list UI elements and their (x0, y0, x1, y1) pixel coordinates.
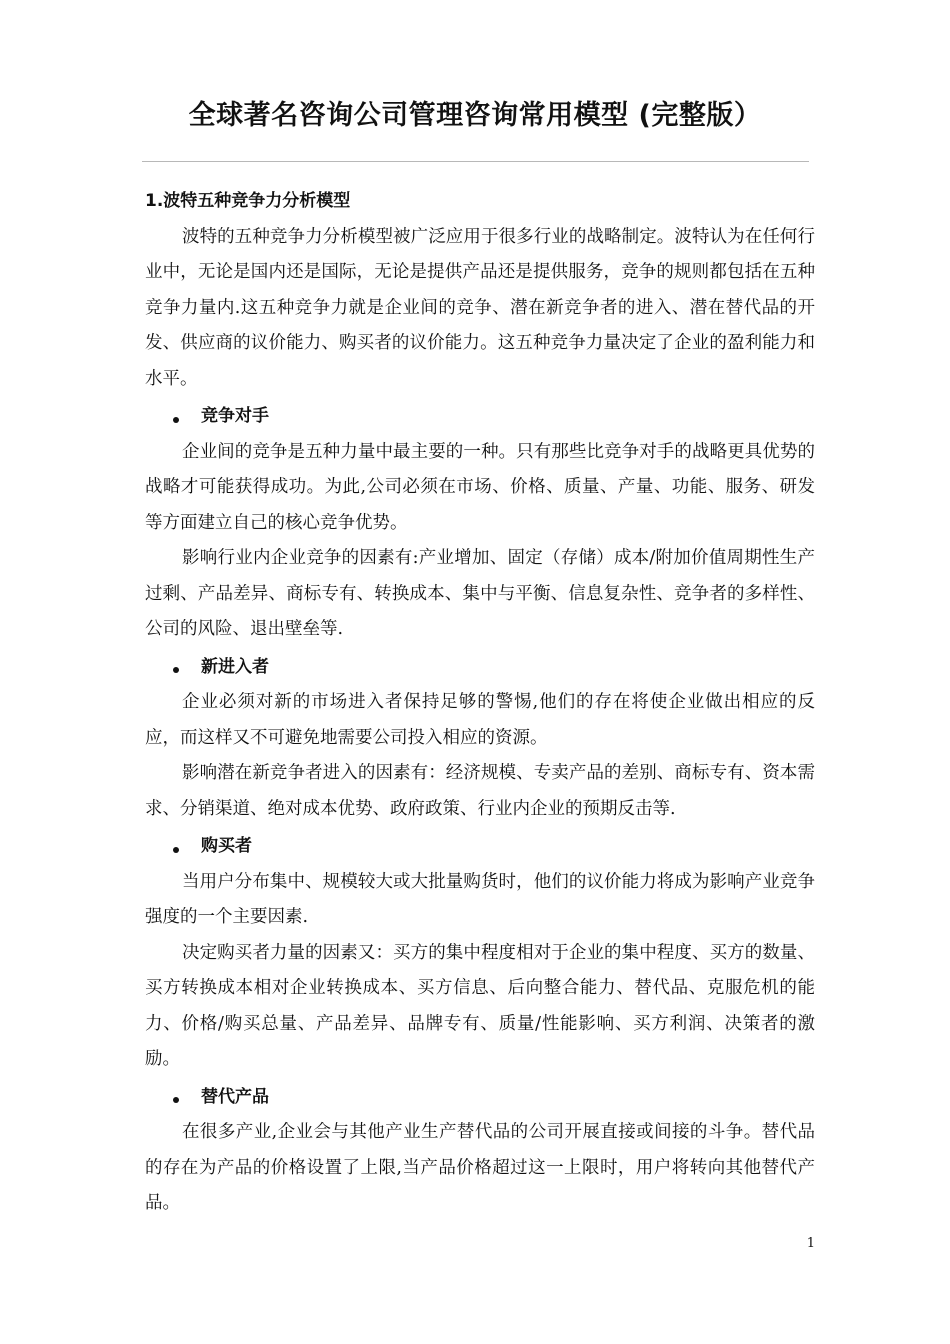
body-paragraph: 决定购买者力量的因素又：买方的集中程度相对于企业的集中程度、买方的数量、买方转换成本相对企业转换成本、买方信息、后向整合能力、替代品、克服危机的能力、价格/购买总量、产品差异、品牌专有、质量/性能影响、买方利润、决策者的激励。 (145, 942, 815, 1069)
page-number: 1 (806, 1236, 815, 1251)
section-heading: 1.波特五种竞争力分析模型 (145, 191, 351, 211)
body-paragraph: 在很多产业,企业会与其他产业生产替代品的公司开展直接或间接的斗争。替代品的存在为产品的价格设置了上限,当产品价格超过这一上限时，用户将转向其他替代产品。 (145, 1122, 815, 1213)
body-paragraph: 影响行业内企业竞争的因素有:产业增加、固定（存储）成本/附加价值周期性生产过剩、产品差异、商标专有、转换成本、集中与平衡、信息复杂性、竞争者的多样性、公司的风险、退出壁垒等. (145, 548, 815, 639)
bullet-heading-competitors (145, 399, 815, 435)
bullet-heading-label: 竞争对手 (201, 406, 269, 426)
bullet-heading-substitutes (145, 1080, 815, 1116)
bullet-dot-icon (173, 667, 179, 673)
body-paragraph: 企业间的竞争是五种力量中最主要的一种。只有那些比竞争对手的战略更具优势的战略才可能获得成功。为此,公司必须在市场、价格、质量、产量、功能、服务、研发等方面建立自己的核心竞争优势。 (145, 441, 815, 533)
bullet-heading-label: 替代产品 (201, 1086, 269, 1107)
document-body (145, 184, 815, 1222)
body-paragraph: 当用户分布集中、规模较大或大批量购货时，他们的议价能力将成为影响产业竞争强度的一个主要因素. (145, 871, 815, 927)
title-divider (142, 161, 809, 162)
bullet-dot-icon (173, 417, 179, 423)
bullet-dot-icon (173, 1097, 179, 1103)
bullet-dot-icon (173, 847, 179, 853)
bullet-heading-label: 新进入者 (201, 656, 269, 677)
bullet-heading-buyers (145, 829, 815, 865)
bullet-heading-new-entrants (145, 650, 815, 686)
body-paragraph: 影响潜在新竞争者进入的因素有：经济规模、专卖产品的差别、商标专有、资本需求、分销渠道、绝对成本优势、政府政策、行业内企业的预期反击等. (145, 763, 815, 819)
body-paragraph: 企业必须对新的市场进入者保持足够的警惕,他们的存在将使企业做出相应的反应，而这样又不可避免地需要公司投入相应的资源。 (145, 692, 815, 748)
section-intro-paragraph: 波特的五种竞争力分析模型被广泛应用于很多行业的战略制定。波特认为在任何行业中，无论是国内还是国际，无论是提供产品还是提供服务，竞争的规则都包括在五种竞争力量内.这五种竞争力就是企业间的竞争、潜在新竞争者的进入、潜在替代品的开发、供应商的议价能力、购买者的议价能力。这五种竞争力量决定了企业的盈利能力和水平。 (145, 226, 815, 389)
bullet-heading-label: 购买者 (201, 836, 252, 856)
document-title: 全球著名咨询公司管理咨询常用模型 (完整版） (188, 100, 762, 131)
